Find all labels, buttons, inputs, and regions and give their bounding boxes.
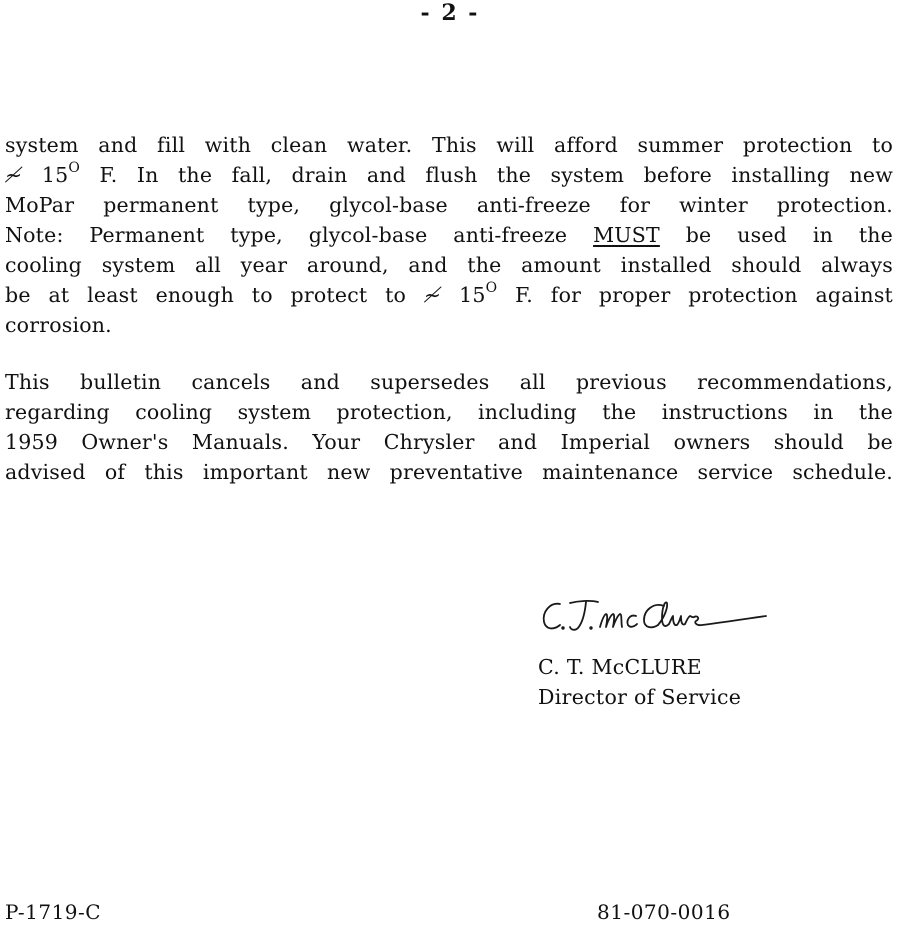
handwritten-signature	[538, 590, 778, 650]
text-line	[5, 130, 893, 160]
text-line	[5, 457, 893, 487]
text-segment: F. In the fall, drain and flush the system before installing new	[80, 163, 894, 187]
text-line	[5, 160, 893, 190]
text-segment: 15	[41, 163, 69, 187]
text-segment: F. for proper protection against	[497, 283, 893, 307]
text-segment: 1959 Owner's Manuals. Your Chrysler and Imperial owners should be	[5, 430, 893, 454]
text-segment: be used in the	[659, 223, 893, 247]
text-line	[5, 427, 893, 457]
signer-title: Director of Service	[538, 685, 742, 709]
text-segment: be at least enough to protect to	[5, 283, 424, 307]
text-segment: MoPar permanent type, glycol-base anti-freeze for winter protection.	[5, 193, 893, 217]
text-segment: This bulletin cancels and supersedes all previous recommendations,	[5, 370, 893, 394]
document-code-right: 81-070-0016	[597, 900, 731, 924]
text-segment: 15	[441, 283, 486, 307]
page-number: - 2 -	[420, 0, 480, 26]
plus-sign-glyph: ≁	[5, 163, 23, 187]
signer-name: C. T. McCLURE	[538, 655, 702, 679]
text-segment: cooling system all year around, and the amount installed should always	[5, 253, 893, 277]
text-segment: Note: Permanent type, glycol-base anti-freeze	[5, 223, 594, 247]
text-segment: system and fill with clean water. This will afford summer protection to	[5, 133, 893, 157]
paragraph-cooling-instructions	[5, 130, 893, 340]
text-segment: regarding cooling system protection, including the instructions in the	[5, 400, 893, 424]
document-code-left: P-1719-C	[5, 900, 102, 924]
signature-block	[538, 590, 858, 712]
plus-sign-glyph: ≁	[423, 283, 442, 307]
text-line	[5, 250, 893, 280]
degree-superscript: O	[68, 160, 81, 177]
text-line	[5, 190, 893, 220]
text-line	[5, 310, 893, 340]
degree-superscript: O	[485, 280, 498, 297]
text-line	[5, 397, 893, 427]
paragraph-bulletin-notice	[5, 367, 893, 487]
text-segment: advised of this important new preventative maintenance service schedule.	[5, 460, 893, 484]
text-segment: corrosion.	[5, 313, 112, 337]
must-emphasis: MUST	[593, 223, 660, 247]
text-line	[5, 220, 893, 250]
text-line	[5, 280, 893, 310]
text-line	[5, 367, 893, 397]
